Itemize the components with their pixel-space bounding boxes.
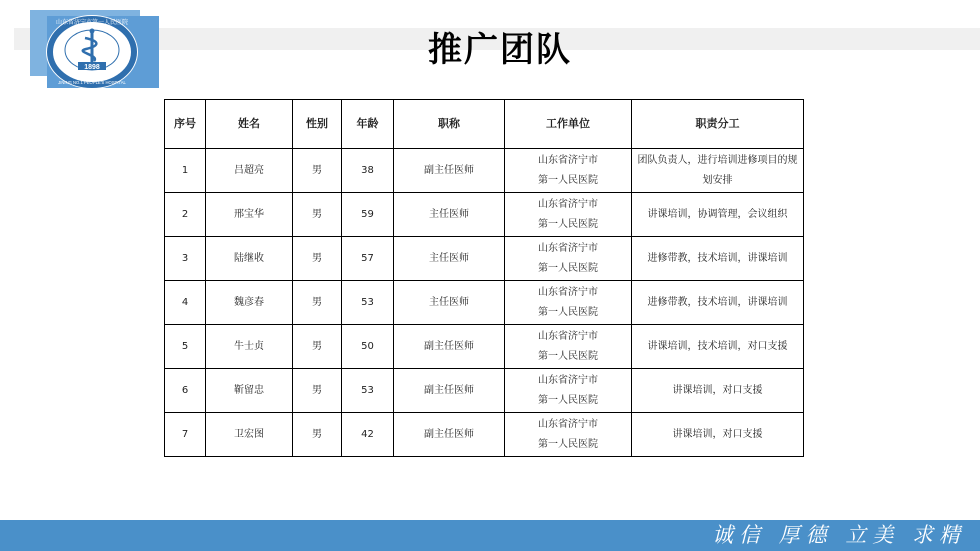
- unit-line: 山东省济宁市: [538, 374, 598, 386]
- cell-title: 副主任医师: [394, 325, 505, 369]
- table-row: [165, 149, 804, 193]
- table-row: [165, 413, 804, 457]
- table-row: [165, 237, 804, 281]
- footer-band: [0, 520, 980, 551]
- cell-name: 魏彦春: [206, 281, 293, 325]
- cell-name: 卫宏图: [206, 413, 293, 457]
- cell-sex: 男: [293, 325, 342, 369]
- cell-age: 42: [342, 413, 394, 457]
- column-header: 职称: [394, 100, 505, 149]
- cell-duty: 进修带教，技术培训，讲课培训: [632, 281, 804, 325]
- cell-unit: [505, 237, 632, 281]
- cell-sex: 男: [293, 413, 342, 457]
- cell-unit: [505, 325, 632, 369]
- table-header-row: [165, 100, 804, 149]
- cell-unit: [505, 369, 632, 413]
- cell-title: 主任医师: [394, 237, 505, 281]
- unit-line: 第一人民医院: [538, 174, 598, 186]
- cell-name: 吕超亮: [206, 149, 293, 193]
- cell-unit: [505, 193, 632, 237]
- cell-no: 5: [165, 325, 206, 369]
- cell-unit: [505, 413, 632, 457]
- column-header: 工作单位: [505, 100, 632, 149]
- unit-line: 山东省济宁市: [538, 154, 598, 166]
- cell-age: 53: [342, 369, 394, 413]
- column-header: 姓名: [206, 100, 293, 149]
- cell-duty: 团队负责人，进行培训进修项目的规划安排: [632, 149, 804, 193]
- cell-duty: 讲课培训，对口支援: [632, 413, 804, 457]
- unit-line: 山东省济宁市: [538, 418, 598, 430]
- cell-unit: [505, 149, 632, 193]
- cell-age: 38: [342, 149, 394, 193]
- cell-title: 副主任医师: [394, 149, 505, 193]
- cell-unit: [505, 281, 632, 325]
- table-row: [165, 281, 804, 325]
- logo-year: 1898: [84, 64, 100, 71]
- footer-motto: 诚信 厚德 立美 求精: [711, 523, 966, 547]
- cell-no: 1: [165, 149, 206, 193]
- cell-sex: 男: [293, 149, 342, 193]
- page-title: 推广团队: [428, 30, 572, 70]
- cell-no: 2: [165, 193, 206, 237]
- unit-line: 第一人民医院: [538, 218, 598, 230]
- unit-line: 山东省济宁市: [538, 242, 598, 254]
- unit-line: 山东省济宁市: [538, 286, 598, 298]
- cell-sex: 男: [293, 369, 342, 413]
- cell-no: 6: [165, 369, 206, 413]
- cell-sex: 男: [293, 281, 342, 325]
- column-header: 年龄: [342, 100, 394, 149]
- unit-line: 第一人民医院: [538, 262, 598, 274]
- cell-sex: 男: [293, 193, 342, 237]
- cell-age: 50: [342, 325, 394, 369]
- cell-name: 牛士贞: [206, 325, 293, 369]
- table-row: [165, 369, 804, 413]
- cell-title: 副主任医师: [394, 369, 505, 413]
- cell-sex: 男: [293, 237, 342, 281]
- cell-no: 7: [165, 413, 206, 457]
- cell-no: 3: [165, 237, 206, 281]
- table-row: [165, 325, 804, 369]
- cell-duty: 进修带教，技术培训，讲课培训: [632, 237, 804, 281]
- unit-line: 第一人民医院: [538, 350, 598, 362]
- cell-age: 59: [342, 193, 394, 237]
- column-header: 职责分工: [632, 100, 804, 149]
- column-header: 序号: [165, 100, 206, 149]
- logo-arc-text: 山东省济宁市第一人民医院: [55, 19, 129, 26]
- column-header: 性别: [293, 100, 342, 149]
- unit-line: 山东省济宁市: [538, 198, 598, 210]
- logo-english-text: JINING NO.1 PEOPLE'S HOSPITAL: [58, 80, 126, 85]
- table-row: [165, 193, 804, 237]
- cell-title: 主任医师: [394, 281, 505, 325]
- cell-title: 主任医师: [394, 193, 505, 237]
- cell-name: 陆继收: [206, 237, 293, 281]
- cell-duty: 讲课培训，协调管理，会议组织: [632, 193, 804, 237]
- cell-duty: 讲课培训，对口支援: [632, 369, 804, 413]
- unit-line: 第一人民医院: [538, 438, 598, 450]
- cell-name: 靳留忠: [206, 369, 293, 413]
- cell-title: 副主任医师: [394, 413, 505, 457]
- cell-name: 邢宝华: [206, 193, 293, 237]
- unit-line: 第一人民医院: [538, 306, 598, 318]
- cell-age: 53: [342, 281, 394, 325]
- unit-line: 山东省济宁市: [538, 330, 598, 342]
- cell-age: 57: [342, 237, 394, 281]
- cell-duty: 讲课培训，技术培训，对口支援: [632, 325, 804, 369]
- cell-no: 4: [165, 281, 206, 325]
- unit-line: 第一人民医院: [538, 394, 598, 406]
- team-table: [164, 99, 804, 457]
